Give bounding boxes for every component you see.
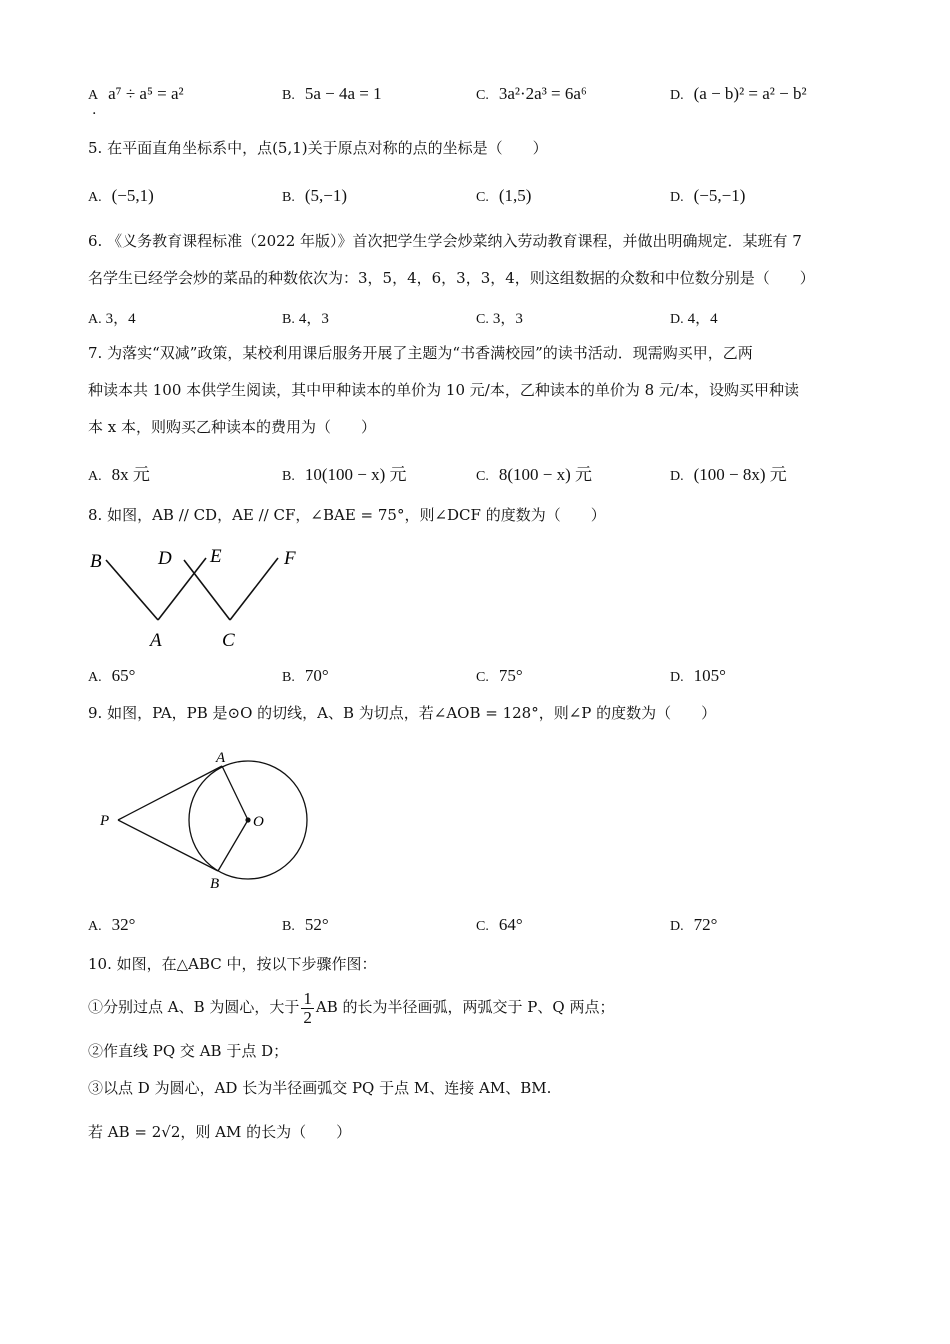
option-label: A. — [88, 190, 102, 205]
option-value: (1,5) — [498, 186, 532, 205]
q6-option-d[interactable] — [670, 307, 718, 328]
step1-post: AB 的长为半径画弧，两弧交于 P、Q 两点； — [315, 998, 615, 1016]
option-value: 3，4 — [105, 311, 136, 327]
label-c: C — [222, 630, 235, 651]
option-label: C. — [476, 88, 489, 103]
q6-option-c[interactable] — [476, 307, 523, 328]
q9-option-d[interactable] — [670, 915, 717, 935]
q4-dot: . — [92, 102, 97, 118]
option-label: D. — [670, 919, 684, 934]
q8-option-d[interactable] — [670, 666, 726, 686]
option-label: C. — [476, 312, 489, 327]
option-value: 64° — [498, 915, 523, 934]
q7-stem-line2: 种读本共 100 本供学生阅读，其中甲种读本的单价为 10 元/本，乙种读本的单价为 8 元/本，设购买甲种读 — [88, 381, 799, 399]
option-label: B. — [282, 312, 295, 327]
label-a: A — [216, 750, 226, 766]
q4-option-c[interactable] — [476, 84, 587, 104]
option-label: B. — [282, 469, 295, 484]
q8-stem: 8. 如图，AB // CD，AE // CF，∠BAE = 75°，则∠DCF 的度数为（ ） — [88, 506, 606, 524]
q4-option-a[interactable] — [88, 84, 184, 104]
option-value: 52° — [304, 915, 329, 934]
option-label: C. — [476, 190, 489, 205]
q5-option-b[interactable] — [282, 186, 347, 206]
q8-option-c[interactable] — [476, 666, 523, 686]
q10-stem: 10. 如图，在△ABC 中，按以下步骤作图： — [88, 955, 377, 973]
option-value: 10(100 − x) 元 — [304, 465, 407, 484]
q8-option-a[interactable] — [88, 666, 135, 686]
q6-option-b[interactable] — [282, 307, 329, 328]
q6-stem-line2: 名学生已经学会炒的菜品的种数依次为：3，5，4，6，3，3，4，则这组数据的众数和中位数分别是（ ） — [88, 269, 815, 287]
fraction-half — [301, 990, 314, 1027]
option-label: C. — [476, 919, 489, 934]
option-value: 75° — [498, 666, 523, 685]
option-value: 4，3 — [298, 311, 329, 327]
q10-step1 — [88, 986, 614, 1030]
option-label: C. — [476, 670, 489, 685]
label-e: E — [210, 546, 222, 567]
option-label: B. — [282, 190, 295, 205]
label-f: F — [284, 548, 296, 569]
option-label: B. — [282, 670, 295, 685]
fraction-numerator: 1 — [303, 988, 312, 1008]
q4-option-d[interactable] — [670, 84, 807, 104]
q6-options — [88, 307, 868, 333]
q8-options — [88, 666, 868, 692]
label-p: P — [100, 813, 110, 829]
fraction-denominator: 2 — [303, 1007, 312, 1027]
option-value: (a − b)² = a² − b² — [693, 84, 807, 103]
label-o: O — [253, 814, 264, 830]
q10-step2: ②作直线 PQ 交 AB 于点 D； — [88, 1042, 289, 1060]
q5-option-a[interactable] — [88, 186, 154, 206]
q9-option-a[interactable] — [88, 915, 135, 935]
q9-stem: 9. 如图，PA，PB 是⊙O 的切线，A、B 为切点，若∠AOB = 128°，则∠P 的度数为（ ） — [88, 704, 717, 722]
option-label: B. — [282, 88, 295, 103]
q7-stem-line1: 7. 为落实“双减”政策，某校利用课后服务开展了主题为“书香满校园”的读书活动．现需购买甲，乙两 — [88, 344, 753, 362]
option-label: A. — [88, 469, 102, 484]
option-value: 72° — [693, 915, 718, 934]
label-d: D — [158, 548, 172, 569]
option-value: 32° — [111, 915, 136, 934]
option-label: D. — [670, 312, 684, 327]
q7-stem-line3: 本 x 本，则购买乙种读本的费用为（ ） — [88, 418, 376, 436]
q7-option-a[interactable] — [88, 460, 150, 485]
option-value: 3a²·2a³ = 6a⁶ — [498, 84, 587, 103]
center-point — [245, 817, 250, 822]
q7-options — [88, 460, 868, 486]
step1-pre: ①分别过点 A、B 为圆心，大于 — [88, 998, 300, 1016]
q6-option-a[interactable] — [88, 307, 136, 328]
q6-stem-line1: 6. 《义务教育课程标准（2022 年版）》首次把学生学会炒菜纳入劳动教育课程，并做出明确规定．某班有 7 — [88, 232, 802, 250]
q8-option-b[interactable] — [282, 666, 329, 686]
q7-option-d[interactable] — [670, 460, 787, 485]
option-value: 8x 元 — [111, 465, 150, 484]
option-value: 70° — [304, 666, 329, 685]
q5-options — [88, 186, 868, 212]
label-b: B — [90, 551, 102, 572]
q10-question: 若 AB = 2√2，则 AM 的长为（ ） — [88, 1123, 352, 1141]
q9-option-b[interactable] — [282, 915, 329, 935]
option-value: 105° — [693, 666, 726, 685]
option-value: 4，4 — [687, 311, 718, 327]
option-label: C. — [476, 469, 489, 484]
option-value: 8(100 − x) 元 — [498, 465, 593, 484]
option-label: D. — [670, 88, 684, 103]
q7-option-c[interactable] — [476, 460, 592, 485]
option-label: A. — [88, 670, 102, 685]
q9-option-c[interactable] — [476, 915, 523, 935]
q5-option-c[interactable] — [476, 186, 531, 206]
option-value: (−5,−1) — [693, 186, 746, 205]
q5-option-d[interactable] — [670, 186, 745, 206]
q4-options — [88, 84, 868, 110]
option-label: D. — [670, 670, 684, 685]
option-value: (−5,1) — [111, 186, 154, 205]
q9-figure — [96, 742, 326, 894]
option-value: 3，3 — [492, 311, 523, 327]
option-value: a⁷ ÷ a⁵ = a² — [108, 84, 184, 103]
q4-option-b[interactable] — [282, 84, 382, 104]
option-label: D. — [670, 469, 684, 484]
q7-option-b[interactable] — [282, 460, 407, 485]
option-label: A. — [88, 919, 102, 934]
option-label: D. — [670, 190, 684, 205]
q5-stem: 5. 在平面直角坐标系中，点(5,1)关于原点对称的点的坐标是（ ） — [88, 139, 548, 157]
option-label: B. — [282, 919, 295, 934]
q10-step3: ③以点 D 为圆心，AD 长为半径画弧交 PQ 于点 M、连接 AM、BM. — [88, 1079, 552, 1097]
option-value: (100 − 8x) 元 — [693, 465, 787, 484]
label-a: A — [150, 630, 162, 651]
q9-options — [88, 915, 868, 941]
option-label: A. — [88, 312, 102, 327]
option-value: 5a − 4a = 1 — [304, 84, 382, 103]
q8-figure — [86, 540, 316, 655]
option-label: A — [88, 88, 99, 103]
option-value: (5,−1) — [304, 186, 348, 205]
label-b: B — [210, 876, 220, 892]
option-value: 65° — [111, 666, 136, 685]
